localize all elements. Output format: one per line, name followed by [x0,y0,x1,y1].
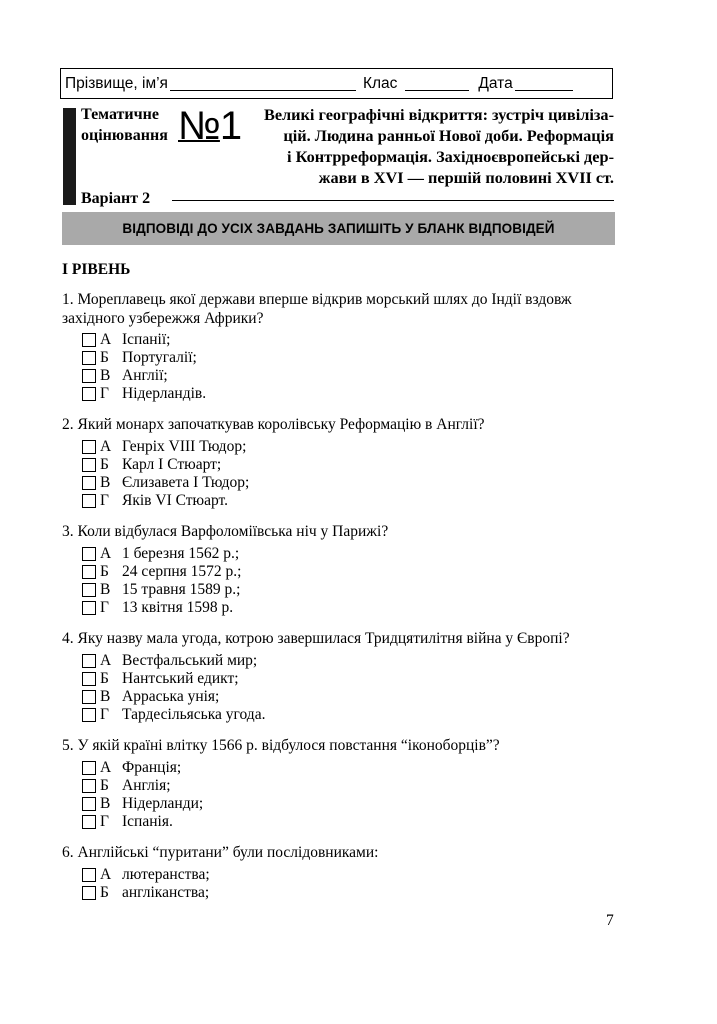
checkbox[interactable] [82,815,96,829]
checkbox[interactable] [82,333,96,347]
question-1: 1. Мореплавець якої держави вперше відкрив морський шлях до Індії вздовж західного узбережжя Африки? [62,291,572,327]
option-2-b[interactable]: Б Карл І Стюарт; [82,456,221,474]
checkbox[interactable] [82,476,96,490]
checkbox[interactable] [82,351,96,365]
checkbox[interactable] [82,369,96,383]
checkbox[interactable] [82,708,96,722]
option-3-a[interactable]: А 1 березня 1562 р.; [82,545,239,563]
checkbox[interactable] [82,458,96,472]
page-number: 7 [606,912,614,929]
class-label: Клас [362,75,398,92]
option-3-d[interactable]: Г 13 квітня 1598 р. [82,599,233,617]
option-3-b[interactable]: Б 24 серпня 1572 р.; [82,563,241,581]
option-2-a[interactable]: А Генріх VIII Тюдор; [82,438,246,456]
option-4-c[interactable]: В Арраська унія; [82,688,219,706]
instruction-text: ВІДПОВІДІ ДО УСІХ ЗАВДАНЬ ЗАПИШІТЬ У БЛАНК ВІДПОВІДЕЙ [122,221,555,236]
checkbox[interactable] [82,494,96,508]
checkbox[interactable] [82,779,96,793]
option-1-b[interactable]: Б Португалії; [82,349,197,367]
topic-title: Великі географічні відкриття: зустріч цивіліза- цій. Людина ранньої Нової доби. Реформація і Контрреформація. Західноєвропейські дер- жави в XVI — першій половині XVII ст. [263,105,614,187]
option-1-a[interactable]: А Іспанії; [82,331,170,349]
checkbox[interactable] [82,690,96,704]
date-label: Дата [478,75,513,92]
level-heading: І РІВЕНЬ [62,261,131,278]
option-4-d[interactable]: Г Тардесільяська угода. [82,706,265,724]
date-blank[interactable] [515,76,573,91]
option-6-b[interactable]: Б англіканства; [82,884,209,902]
checkbox[interactable] [82,672,96,686]
option-5-b[interactable]: Б Англія; [82,777,171,795]
assessment-label: Тематичне оцінювання [81,106,168,144]
option-4-a[interactable]: А Вестфальський мир; [82,652,257,670]
variant-divider [172,200,614,201]
variant-label: Варіант 2 [81,190,151,207]
option-3-c[interactable]: В 15 травня 1589 р.; [82,581,240,599]
checkbox[interactable] [82,868,96,882]
question-4: 4. Яку назву мала угода, котрою завершилася Тридцятилітня війна у Європі? [62,630,570,647]
class-blank[interactable] [405,76,469,91]
option-2-c[interactable]: В Єлизавета І Тюдор; [82,474,249,492]
option-5-a[interactable]: А Франція; [82,759,181,777]
assessment-number: №1 [178,104,242,148]
checkbox[interactable] [82,440,96,454]
question-5: 5. У якій країні влітку 1566 р. відбулося повстання “іконоборців”? [62,737,500,754]
checkbox[interactable] [82,761,96,775]
option-5-c[interactable]: В Нідерланди; [82,795,203,813]
option-6-a[interactable]: А лютеранства; [82,866,210,884]
checkbox[interactable] [82,547,96,561]
option-5-d[interactable]: Г Іспанія. [82,813,173,831]
checkbox[interactable] [82,797,96,811]
question-3: 3. Коли відбулася Варфоломіївська ніч у Парижі? [62,523,389,540]
student-info-line [60,68,613,99]
header-black-bar [63,108,76,205]
option-1-c[interactable]: В Англії; [82,367,168,385]
instruction-banner [62,212,615,245]
checkbox[interactable] [82,654,96,668]
checkbox[interactable] [82,387,96,401]
option-4-b[interactable]: Б Нантський едикт; [82,670,239,688]
surname-label: Прізвище, ім’я [65,75,168,92]
checkbox[interactable] [82,886,96,900]
checkbox[interactable] [82,583,96,597]
checkbox[interactable] [82,565,96,579]
checkbox[interactable] [82,601,96,615]
question-2: 2. Який монарх започаткував королівську Реформацію в Англії? [62,416,485,433]
option-2-d[interactable]: Г Яків VI Стюарт. [82,492,228,510]
option-1-d[interactable]: Г Нідерландів. [82,385,206,403]
question-6: 6. Англійські “пуритани” були послідовниками: [62,844,379,861]
surname-blank[interactable] [170,76,356,91]
